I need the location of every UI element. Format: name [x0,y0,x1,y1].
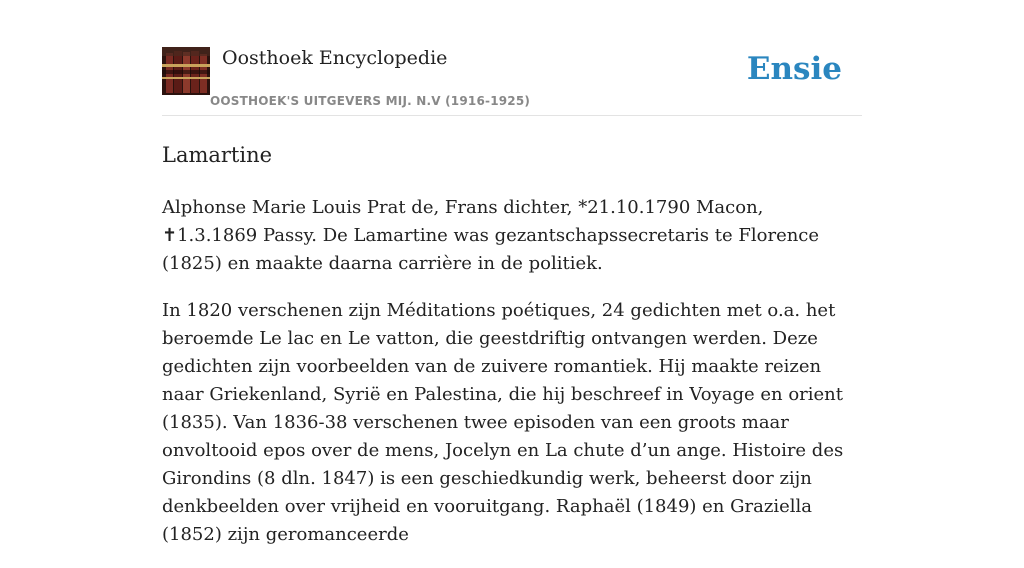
publication-subtitle: OOSTHOEK'S UITGEVERS MIJ. N.V (1916-1925) [210,94,531,108]
publication-title[interactable]: Oosthoek Encyclopedie [222,47,448,69]
book-spines-icon[interactable] [162,47,210,95]
brand-logo[interactable]: Ensie [746,51,842,87]
article-paragraph: In 1820 verschenen zijn Méditations poétiques, 24 gedichten met o.a. het beroemde Le lac en Le vatton, die geestdriftig ontvangen werden. Deze gedichten zijn voorbeelden van de zuivere romantiek. Hij maakte reizen naar Griekenland, Syrië en Palestina, die hij beschreef in Voyage en orient (1835). Van 1836-38 verschenen twee episoden van een groots maar onvoltooid epos over de mens, Jocelyn en La chute d’un ange. Histoire des Girondins (8 dln. 1847) is een geschiedkundig werk, beheerst door zijn denkbeelden over vrijheid en vooruitgang. Raphaël (1849) en Graziella (1852) zijn geromanceerde [162,300,844,545]
article-title: Lamartine [162,143,273,167]
article [162,139,862,568]
publication-header [162,46,862,116]
article-paragraph: Alphonse Marie Louis Prat de, Frans dichter, *21.10.1790 Macon, ✝1.3.1869 Passy. De Lamartine was gezantschapssecretaris te Florence (1825) en maakte daarna carrière in de politiek. [162,197,820,274]
